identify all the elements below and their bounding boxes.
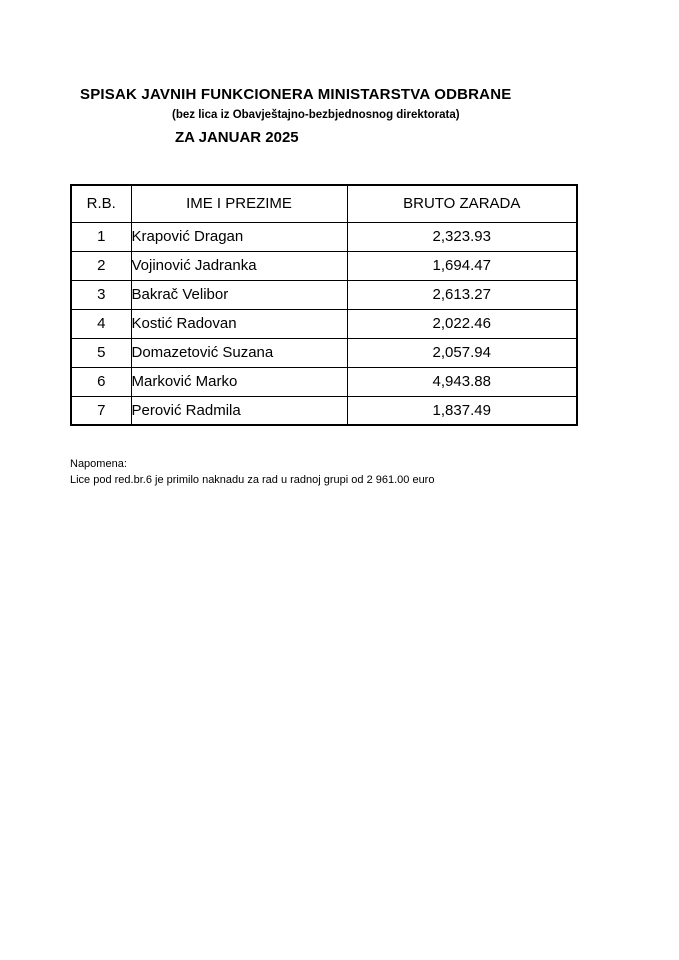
- table-row: [71, 338, 577, 367]
- cell-rb: 7: [71, 396, 131, 425]
- cell-rb: 3: [71, 280, 131, 309]
- cell-rb: 4: [71, 309, 131, 338]
- cell-gross: 2,323.93: [347, 222, 577, 251]
- document-subtitle: (bez lica iz Obavještajno-bezbjednosnog direktorata): [172, 109, 460, 121]
- table-row: [71, 367, 577, 396]
- cell-name: Perović Radmila: [131, 396, 347, 425]
- cell-name: Marković Marko: [131, 367, 347, 396]
- cell-gross: 2,022.46: [347, 309, 577, 338]
- cell-name: Kostić Radovan: [131, 309, 347, 338]
- table-row: [71, 222, 577, 251]
- cell-gross: 1,837.49: [347, 396, 577, 425]
- document-period: ZA JANUAR 2025: [175, 129, 299, 146]
- table-row: [71, 309, 577, 338]
- cell-gross: 2,057.94: [347, 338, 577, 367]
- cell-gross: 4,943.88: [347, 367, 577, 396]
- column-header-rb: R.B.: [71, 185, 131, 222]
- column-header-name: IME I PREZIME: [131, 185, 347, 222]
- cell-name: Krapović Dragan: [131, 222, 347, 251]
- document-title: SPISAK JAVNIH FUNKCIONERA MINISTARSTVA ODBRANE: [80, 86, 512, 103]
- cell-gross: 2,613.27: [347, 280, 577, 309]
- table-row: [71, 396, 577, 425]
- cell-rb: 2: [71, 251, 131, 280]
- cell-gross: 1,694.47: [347, 251, 577, 280]
- cell-name: Vojinović Jadranka: [131, 251, 347, 280]
- cell-name: Bakrač Velibor: [131, 280, 347, 309]
- table-row: [71, 280, 577, 309]
- salary-table: [70, 184, 578, 426]
- table-header-row: [71, 185, 577, 222]
- cell-rb: 1: [71, 222, 131, 251]
- table-row: [71, 251, 577, 280]
- column-header-gross: BRUTO ZARADA: [347, 185, 577, 222]
- note-text: Lice pod red.br.6 je primilo naknadu za rad u radnoj grupi od 2 961.00 euro: [70, 474, 435, 486]
- cell-rb: 5: [71, 338, 131, 367]
- cell-rb: 6: [71, 367, 131, 396]
- note-label: Napomena:: [70, 458, 127, 470]
- cell-name: Domazetović Suzana: [131, 338, 347, 367]
